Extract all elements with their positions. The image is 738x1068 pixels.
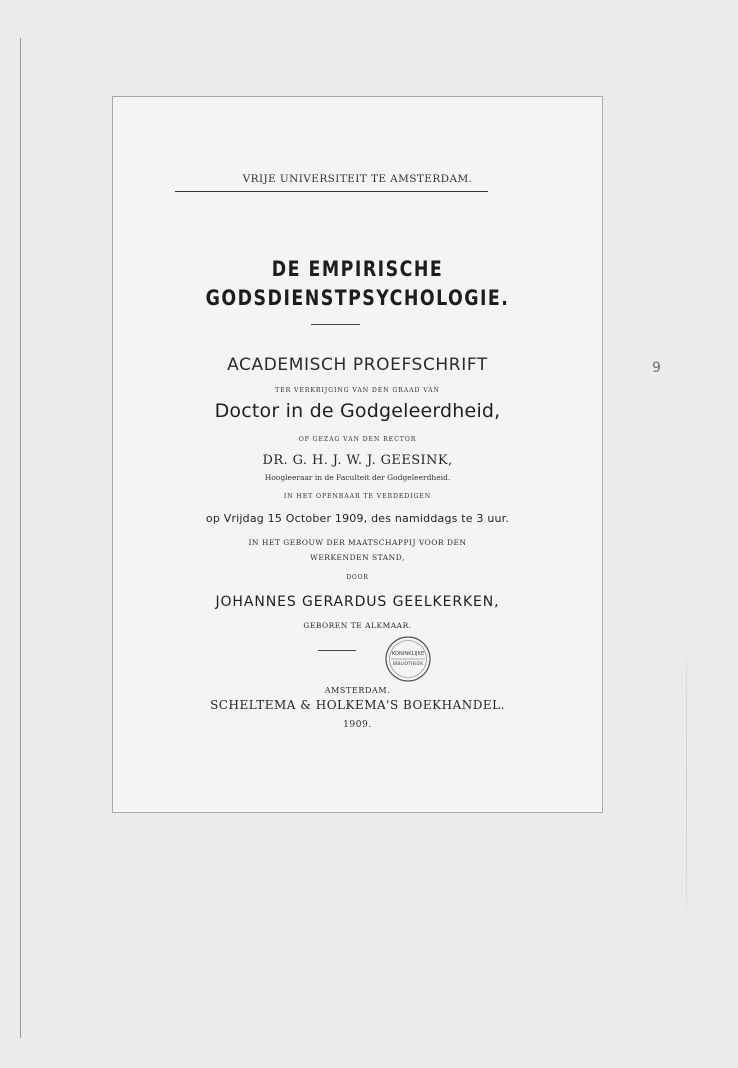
openbaar-verdedigen: IN HET OPENBAAR TE VERDEDIGEN [283,493,432,500]
rector-name: DR. G. H. J. W. J. GEESINK, [262,453,453,468]
degree-title: Doctor in de Godgeleerdheid, [214,400,501,422]
title-page [112,96,603,813]
title-divider [311,324,360,325]
title-line-2: GODSDIENSTPSYCHOLOGIE. [205,286,510,310]
venue-line-1: IN HET GEBOUW DER MAATSCHAPPIJ VOOR DEN [248,538,467,547]
publication-year: 1909. [343,720,372,730]
ter-verkrijging: TER VERKRIJGING VAN DEN GRAAD VAN [275,387,440,394]
library-stamp-icon [384,635,432,683]
author-name: JOHANNES GERARDUS GEELKERKEN, [215,594,500,610]
op-gezag: OP GEZAG VAN DEN RECTOR [298,436,417,443]
door-label: DOOR [346,574,369,581]
venue-line-2: WERKENDEN STAND, [310,553,405,562]
rector-title: Hoogleeraar in de Faculteit der Godgeleerdheid. [264,473,451,482]
scan-artifact [686,660,687,910]
academic-label: ACADEMISCH PROEFSCHRIFT [227,355,488,375]
scan-binding-edge [20,38,21,1038]
stamp-text-bottom: BIBLIOTHEEK [392,662,424,667]
university-rule [175,191,488,192]
page-number: 9 [652,360,661,376]
title-line-1: DE EMPIRISCHE [271,257,444,281]
birthplace: GEBOREN TE ALKMAAR. [303,621,412,630]
defense-date: op Vrijdag 15 October 1909, des namiddags te 3 uur. [205,512,510,525]
stamp-text-top: KONINKLIJKE [391,651,425,657]
university-heading: VRIJE UNIVERSITEIT TE AMSTERDAM. [242,173,473,185]
publisher-name: SCHELTEMA & HOLKEMA'S BOEKHANDEL. [210,698,505,712]
lower-divider [318,650,356,651]
publisher-city: AMSTERDAM. [324,686,391,695]
